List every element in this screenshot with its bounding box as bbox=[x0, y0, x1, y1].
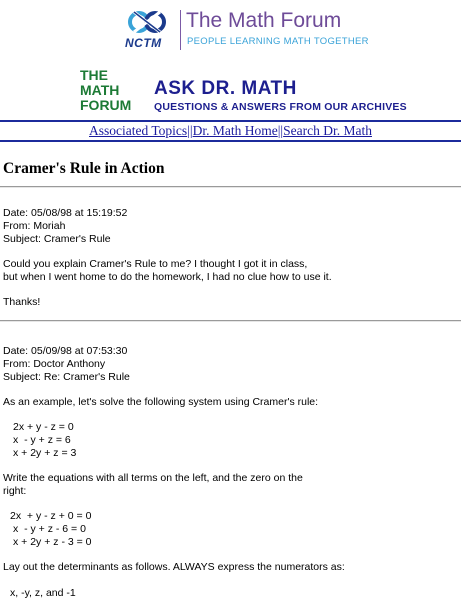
numerators-list: x, -y, z, and -1 bbox=[10, 587, 76, 599]
ask-dr-math-title[interactable]: ASK DR. MATH bbox=[154, 78, 297, 99]
equation-left-line: 2x + y - z + 0 = 0 bbox=[10, 510, 92, 522]
the-math-forum-logo[interactable] bbox=[80, 68, 142, 113]
nav-bottom-rule bbox=[0, 140, 461, 142]
nav-bar bbox=[0, 123, 461, 139]
title-divider bbox=[0, 186, 461, 188]
equation-left-line: x - y + z - 6 = 0 bbox=[13, 523, 86, 535]
equation-left-line: x + 2y + z - 3 = 0 bbox=[13, 536, 92, 548]
equation-line: x + 2y + z = 3 bbox=[13, 447, 77, 459]
answer-intro: As an example, let's solve the following system using Cramer's rule: bbox=[3, 396, 319, 408]
answer-subject: Subject: Re: Cramer's Rule bbox=[3, 371, 130, 383]
nav-top-rule bbox=[0, 120, 461, 122]
rewrite-instruction-line: right: bbox=[3, 485, 27, 497]
question-date: Date: 05/08/98 at 15:19:52 bbox=[3, 207, 128, 219]
equation-line: 2x + y - z = 0 bbox=[13, 421, 74, 433]
banner-divider bbox=[180, 10, 181, 50]
determinants-instruction: Lay out the determinants as follows. ALWAYS express the numerators as: bbox=[3, 561, 345, 573]
nav-separator: || bbox=[187, 123, 193, 138]
logo-line-forum: FORUM bbox=[80, 97, 132, 113]
page-title: Cramer's Rule in Action bbox=[3, 160, 165, 177]
question-closing: Thanks! bbox=[3, 296, 41, 308]
nav-link-search-dr-math[interactable]: Search Dr. Math bbox=[283, 123, 372, 138]
math-forum-title[interactable]: The Math Forum bbox=[186, 9, 342, 32]
rewrite-instruction-line: Write the equations with all terms on the left, and the zero on the bbox=[3, 472, 303, 484]
question-from: From: Moriah bbox=[3, 220, 66, 232]
nav-link-dr-math-home[interactable]: Dr. Math Home bbox=[192, 123, 278, 138]
question-body-line: Could you explain Cramer's Rule to me? I thought I got it in class, bbox=[3, 258, 308, 270]
nctm-label: NCTM bbox=[125, 36, 162, 50]
post-divider bbox=[0, 320, 461, 322]
ask-dr-math-subtitle: QUESTIONS & ANSWERS FROM OUR ARCHIVES bbox=[154, 101, 407, 113]
question-body-line: but when I went home to do the homework, I had no clue how to use it. bbox=[3, 271, 332, 283]
math-forum-tagline: PEOPLE LEARNING MATH TOGETHER bbox=[187, 36, 369, 47]
logo-line-math: MATH bbox=[80, 82, 120, 98]
answer-date: Date: 05/09/98 at 07:53:30 bbox=[3, 345, 128, 357]
equation-line: x - y + z = 6 bbox=[13, 434, 71, 446]
question-subject: Subject: Cramer's Rule bbox=[3, 233, 111, 245]
logo-line-the: THE bbox=[80, 67, 108, 83]
nav-separator: || bbox=[277, 123, 284, 138]
answer-from: From: Doctor Anthony bbox=[3, 358, 106, 370]
nav-link-associated-topics[interactable]: Associated Topics bbox=[89, 123, 188, 138]
